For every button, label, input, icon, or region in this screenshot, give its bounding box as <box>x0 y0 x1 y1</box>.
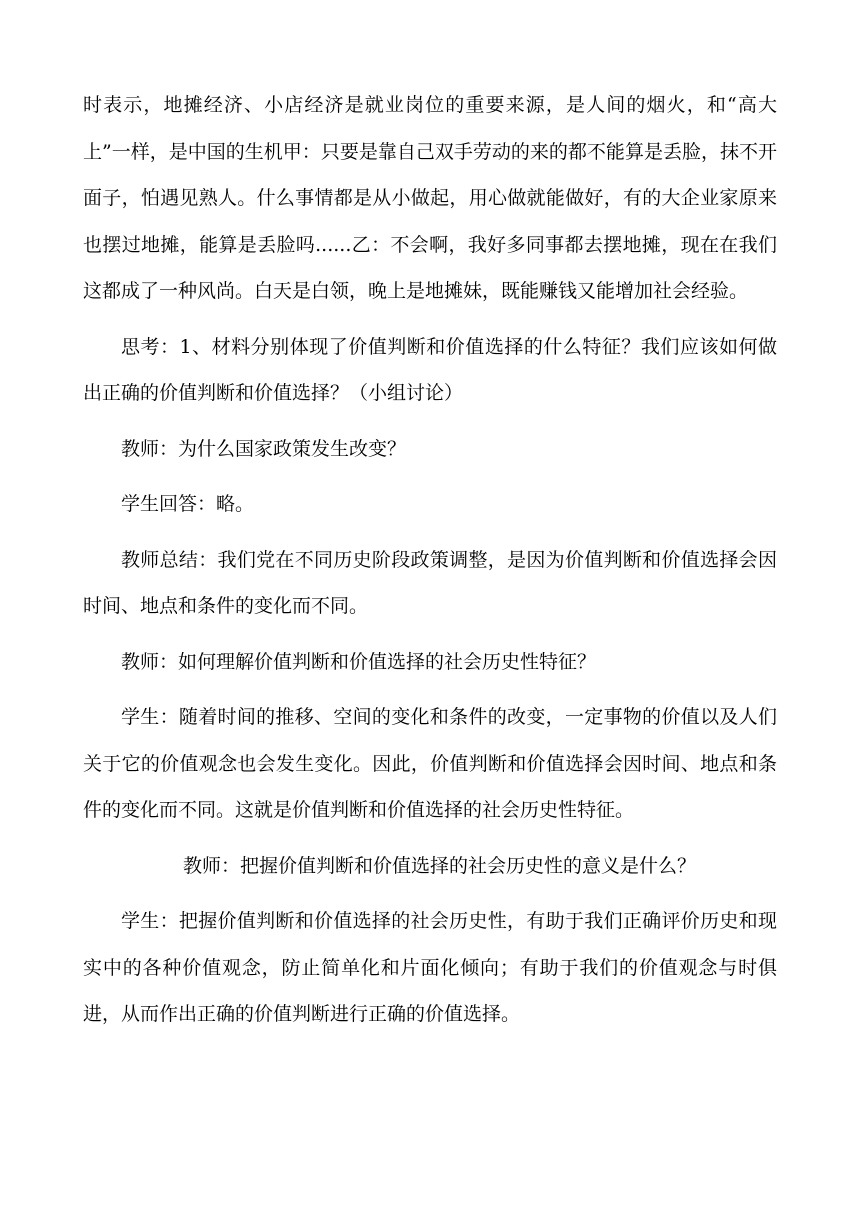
paragraph-continuation: 时表示，地摊经济、小店经济是就业岗位的重要来源，是人间的烟火，和“高大上”一样，是中国的生机甲：只要是靠自己双手劳动的来的都不能算是丢脸，抹不开面子，怕遇见熟人。什么事情都是从小做起，用心做就能做好，有的大企业家原来也摆过地摊，能算是丢脸吗......乙：不会啊，我好多同事都去摆地摊，现在在我们这都成了一种风尚。白天是白领，晚上是地摊妹，既能赚钱又能增加社会经验。 <box>83 94 777 302</box>
document-page <box>83 82 777 1047</box>
paragraph-teacher-summary: 教师总结：我们党在不同历史阶段政策调整，是因为价值判断和价值选择会因时间、地点和条件的变化而不同。 <box>83 548 777 617</box>
paragraph-teacher-question-2: 教师：如何理解价值判断和价值选择的社会历史性特征？ <box>121 650 597 673</box>
paragraph-student-answer-1: 学生回答：略。 <box>121 493 255 515</box>
paragraph-think-question: 思考：1、材料分别体现了价值判断和价值选择的什么特征？我们应该如何做出正确的价值判断和价值选择？（小组讨论） <box>83 335 777 404</box>
paragraph-teacher-question-1: 教师：为什么国家政策发生改变？ <box>121 437 407 460</box>
paragraph-teacher-question-3: 教师：把握价值判断和价值选择的社会历史性的意义是什么？ <box>183 854 697 877</box>
paragraph-student-answer-2: 学生：随着时间的推移、空间的变化和条件的改变，一定事物的价值以及人们关于它的价值观念也会发生变化。因此，价值判断和价值选择会因时间、地点和条件的变化而不同。这就是价值判断和价值选择的社会历史性特征。 <box>83 706 777 821</box>
paragraph-student-answer-3: 学生：把握价值判断和价值选择的社会历史性，有助于我们正确评价历史和现实中的各种价值观念，防止简单化和片面化倾向；有助于我们的价值观念与时俱进，从而作出正确的价值判断进行正确的价值选择。 <box>83 910 777 1025</box>
